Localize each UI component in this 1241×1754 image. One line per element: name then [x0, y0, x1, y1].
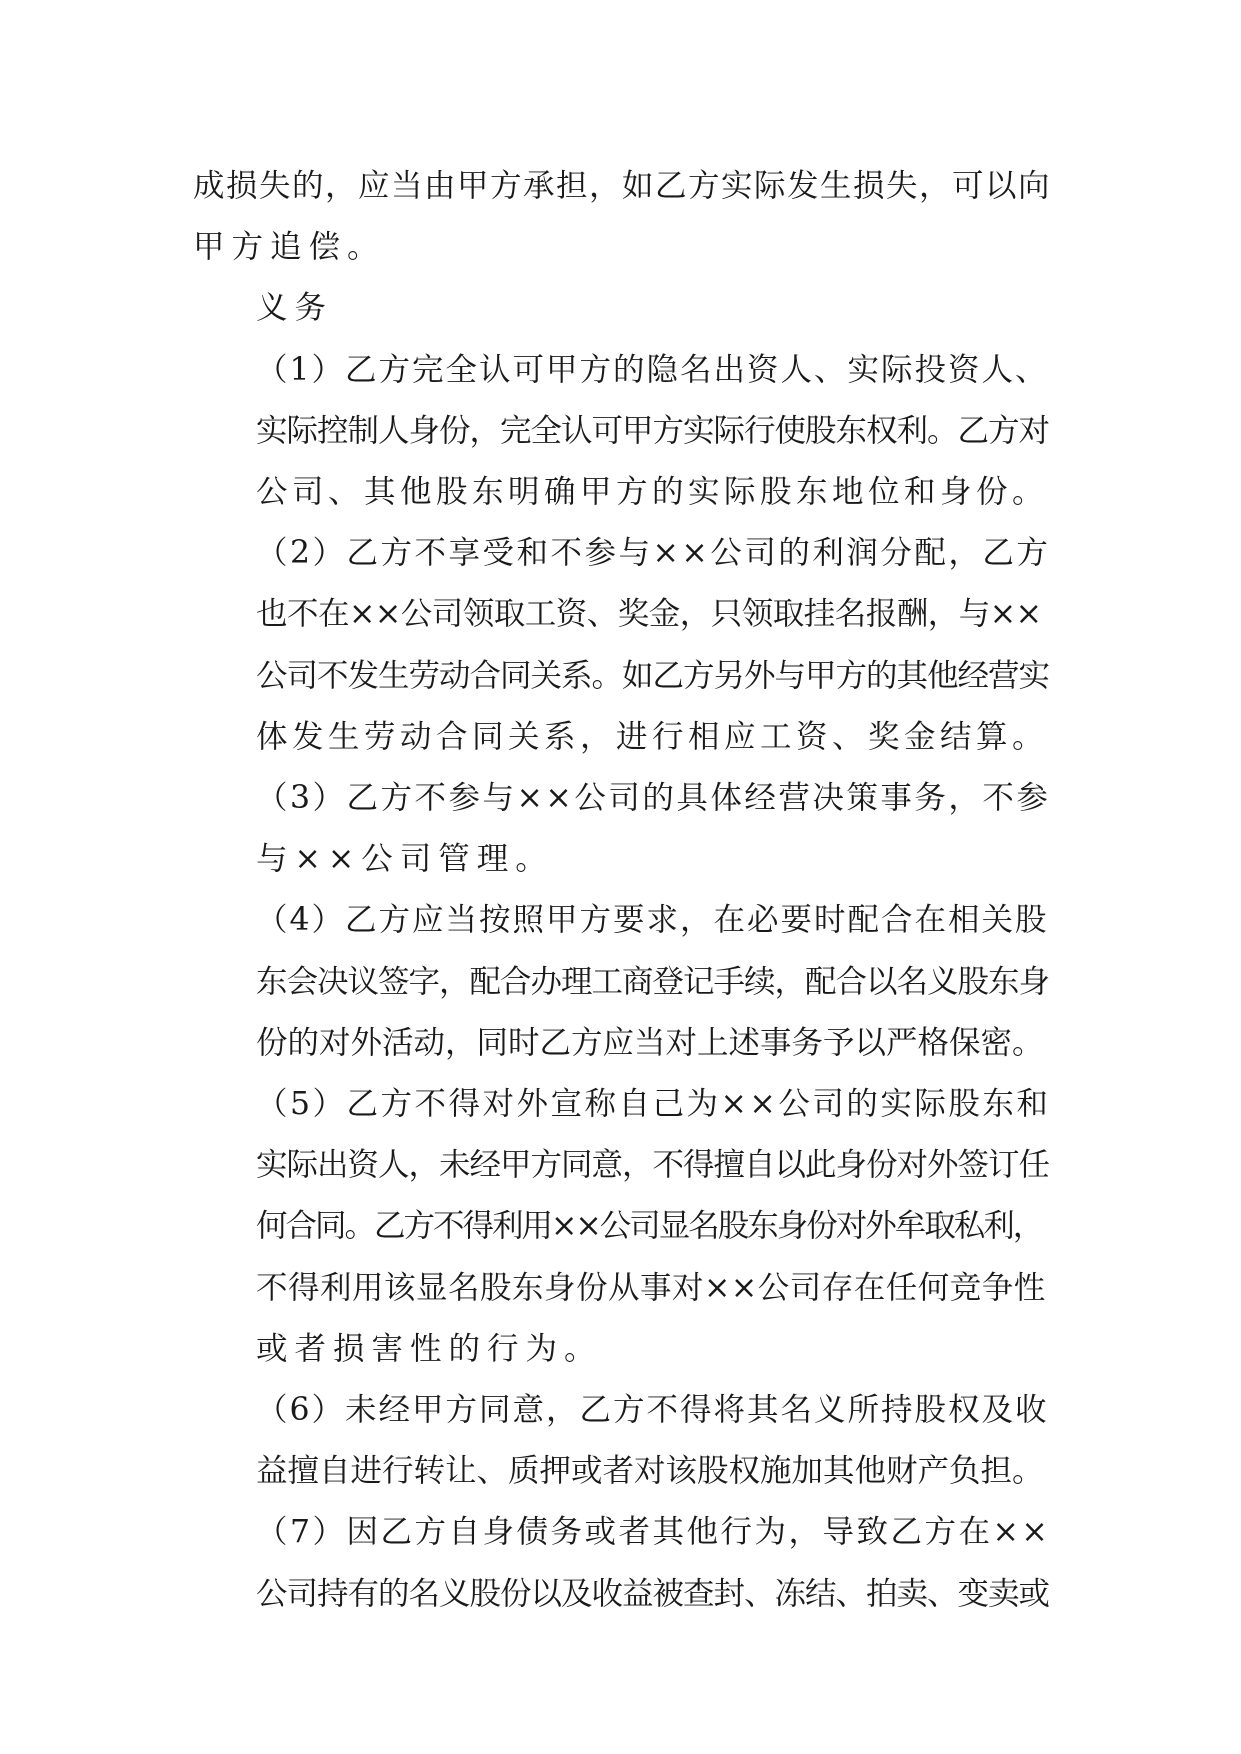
- text-line: （5）乙方不得对外宣称自己为××公司的实际股东和: [256, 1086, 1051, 1123]
- text-line: 公司不发生劳动合同关系。如乙方另外与甲方的其他经营实: [256, 657, 1050, 694]
- paragraph: [193, 523, 1053, 768]
- paragraph: [193, 278, 1053, 339]
- text-line: 不得利用该显名股东身份从事对××公司存在任何竞争性: [256, 1269, 1046, 1306]
- text-line: 份的对外活动，同时乙方应当对上述事务予以严格保密。: [256, 1024, 1044, 1061]
- text-line: 甲方追偿。: [193, 229, 386, 266]
- text-line: 或者损害性的行为。: [256, 1330, 603, 1367]
- paragraph: [193, 1502, 1053, 1624]
- paragraph: [193, 340, 1053, 524]
- text-line: 何合同。乙方不得利用××公司显名股东身份对外牟取私利，: [256, 1208, 1043, 1245]
- text-line: （7）因乙方自身债务或者其他行为，导致乙方在××: [256, 1514, 1051, 1551]
- text-line: （1）乙方完全认可甲方的隐名出资人、实际投资人、: [256, 351, 1049, 388]
- text-line: 体发生劳动合同关系，进行相应工资、奖金结算。: [256, 718, 1049, 755]
- text-line: 成损失的，应当由甲方承担，如乙方实际发生损失，可以向: [193, 168, 1052, 204]
- text-line: 也不在××公司领取工资、奖金，只领取挂名报酬，与××: [256, 596, 1042, 633]
- text-line: 东会决议签字，配合办理工商登记手续，配合以名义股东身: [256, 963, 1050, 1000]
- text-line: 公司持有的名义股份以及收益被查封、冻结、拍卖、变卖或: [256, 1575, 1050, 1612]
- paragraph: [193, 1380, 1053, 1502]
- text-line: 与××公司管理。: [256, 841, 554, 878]
- text-line: 实际出资人，未经甲方同意，不得擅自以此身份对外签订任: [256, 1147, 1050, 1184]
- paragraph: [193, 890, 1053, 1074]
- paragraph: [193, 156, 1053, 278]
- text-line: 实际控制人身份，完全认可甲方实际行使股东权利。乙方对: [256, 412, 1050, 449]
- text-line: （4）乙方应当按照甲方要求，在必要时配合在相关股: [256, 902, 1049, 939]
- text-line: （2）乙方不享受和不参与××公司的利润分配，乙方: [256, 535, 1051, 572]
- text-line: 益擅自进行转让、质押或者对该股权施加其他财产负担。: [256, 1453, 1044, 1490]
- paragraph: [193, 768, 1053, 890]
- text-line: （6）未经甲方同意，乙方不得将其名义所持股权及收: [256, 1392, 1049, 1429]
- document-body: [193, 156, 1053, 1625]
- text-line: 义务: [256, 290, 334, 327]
- paragraph: [193, 1074, 1053, 1380]
- text-line: （3）乙方不参与××公司的具体经营决策事务，不参: [256, 780, 1051, 817]
- text-line: 公司、其他股东明确甲方的实际股东地位和身份。: [256, 474, 1049, 511]
